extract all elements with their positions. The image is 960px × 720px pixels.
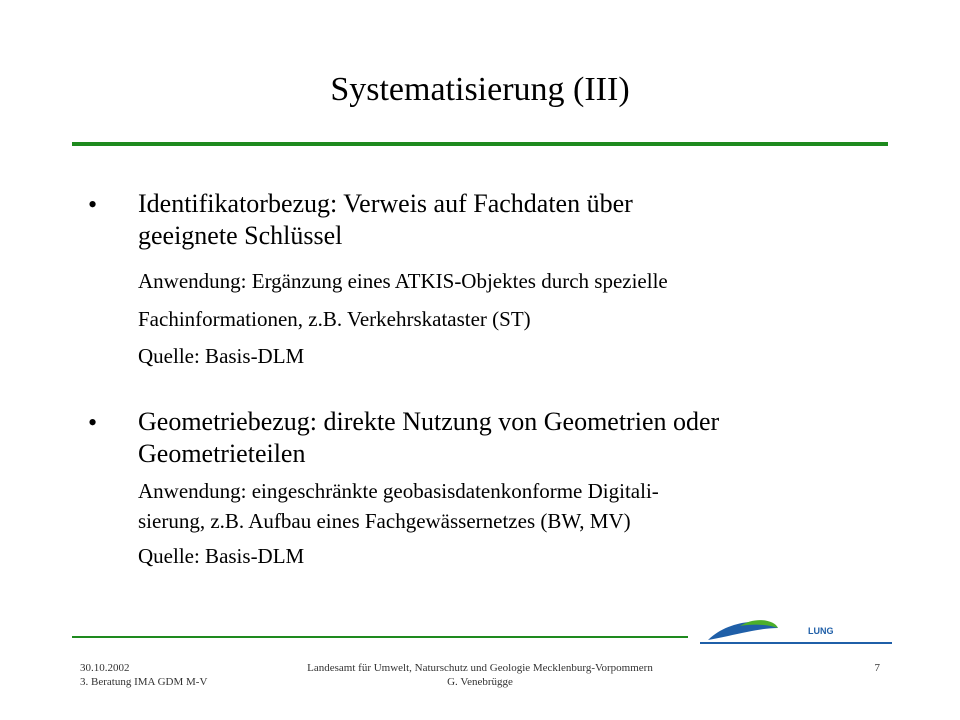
bullet-symbol: • bbox=[88, 408, 98, 437]
application-line1: Anwendung: Ergänzung eines ATKIS-Objektes durch spezielle bbox=[138, 269, 668, 293]
bullet-symbol: • bbox=[88, 190, 98, 219]
footer-center bbox=[260, 661, 700, 689]
footer-divider bbox=[72, 636, 688, 638]
bullet-heading-line1: Identifikatorbezug: Verweis auf Fachdaten über bbox=[138, 189, 633, 218]
logo-underline bbox=[700, 642, 892, 644]
footer-institution: Landesamt für Umwelt, Naturschutz und Geologie Mecklenburg-Vorpommern bbox=[307, 662, 653, 674]
footer-date: 30.10.2002 bbox=[80, 662, 130, 674]
bullet-heading bbox=[138, 188, 878, 252]
application-line2: Fachinformationen, z.B. Verkehrskataster (ST) bbox=[138, 307, 531, 331]
footer-author: G. Venebrügge bbox=[447, 676, 513, 688]
application-line1: Anwendung: eingeschränkte geobasisdatenkonforme Digitali- bbox=[138, 479, 659, 503]
slide-title: Systematisierung (III) bbox=[330, 71, 630, 108]
bullet-heading-line2: geeignete Schlüssel bbox=[138, 221, 343, 250]
source-text: Quelle: Basis-DLM bbox=[138, 544, 305, 568]
footer-meeting: 3. Beratung IMA GDM M-V bbox=[80, 676, 208, 688]
application-line2: sierung, z.B. Aufbau eines Fachgewässernetzes (BW, MV) bbox=[138, 509, 631, 533]
lung-logo bbox=[700, 614, 892, 648]
bullet-heading bbox=[138, 406, 878, 470]
bullet-geometriebezug bbox=[88, 406, 878, 573]
application-text bbox=[138, 262, 878, 338]
source-text: Quelle: Basis-DLM bbox=[138, 344, 305, 368]
page-number: 7 bbox=[874, 662, 880, 674]
application-text bbox=[138, 476, 878, 536]
bullet-identifikatorbezug bbox=[88, 188, 878, 373]
bullet-heading-line2: Geometrieteilen bbox=[138, 439, 306, 468]
title-divider bbox=[72, 142, 888, 146]
footer-left bbox=[80, 661, 207, 689]
bullet-heading-line1: Geometriebezug: direkte Nutzung von Geometrien oder bbox=[138, 407, 720, 436]
logo-text: LUNG bbox=[808, 626, 834, 636]
